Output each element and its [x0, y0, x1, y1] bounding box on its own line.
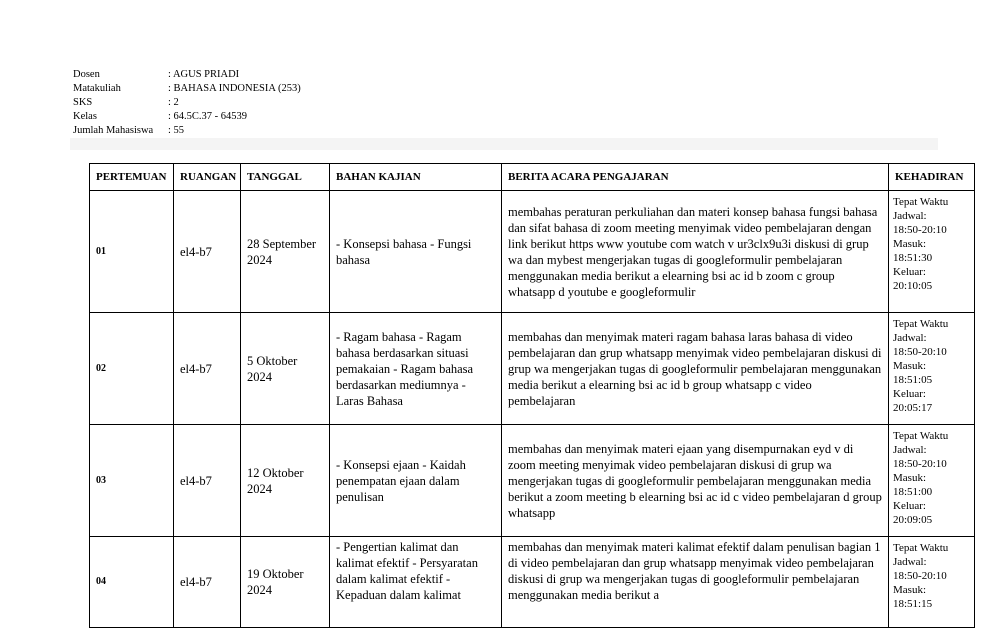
header-pertemuan: PERTEMUAN — [90, 164, 174, 191]
cell-tanggal: 28 September 2024 — [241, 191, 330, 313]
info-row-sks — [73, 96, 301, 110]
cell-ruangan: el4-b7 — [174, 313, 241, 425]
header-tanggal: TANGGAL — [241, 164, 330, 191]
info-row-dosen — [73, 68, 301, 82]
attendance-masuk-label: Masuk: — [893, 238, 926, 250]
cell-bahan-kajian: - Konsepsi bahasa - Fungsi bahasa — [330, 191, 502, 313]
attendance-jadwal-label: Jadwal: — [893, 556, 927, 568]
cell-kehadiran — [889, 313, 975, 425]
attendance-jadwal-label: Jadwal: — [893, 210, 927, 222]
course-info — [73, 68, 301, 138]
attendance-keluar: 20:09:05 — [893, 514, 933, 526]
attendance-keluar-label: Keluar: — [893, 500, 926, 512]
table-row — [90, 425, 975, 537]
matakuliah-label: Matakuliah — [73, 83, 121, 94]
attendance-status: Tepat Waktu — [893, 196, 949, 208]
attendance-jadwal: 18:50-20:10 — [893, 458, 947, 470]
header-ruangan: RUANGAN — [174, 164, 241, 191]
attendance-table — [89, 163, 975, 628]
info-row-mahasiswa — [73, 124, 301, 138]
table-row — [90, 537, 975, 628]
cell-bahan-kajian: - Pengertian kalimat dan kalimat efektif - Persyaratan dalam kalimat efektif - Kepaduan dalam kalimat — [330, 537, 502, 628]
sks-label: SKS — [73, 97, 93, 108]
attendance-jadwal: 18:50-20:10 — [893, 570, 947, 582]
attendance-masuk: 18:51:00 — [893, 486, 933, 498]
header-bahan-kajian: BAHAN KAJIAN — [330, 164, 502, 191]
cell-kehadiran — [889, 425, 975, 537]
dosen-value: : AGUS PRIADI — [168, 69, 240, 80]
attendance-jadwal-label: Jadwal: — [893, 332, 927, 344]
cell-pertemuan: 01 — [90, 191, 174, 313]
attendance-masuk-label: Masuk: — [893, 360, 926, 372]
table-row — [90, 313, 975, 425]
table-row — [90, 191, 975, 313]
attendance-keluar-label: Keluar: — [893, 266, 926, 278]
info-row-matakuliah — [73, 82, 301, 96]
cell-berita-acara: membahas dan menyimak materi ejaan yang disempurnakan eyd v di zoom meeting menyimak video pembelajaran diskusi di grup wa mengerjakan tugas di googleformulir pembelajaran menggunakan media berikut a zoom meeting b elearning bsi ac id c video pembelajaran d group whatsapp — [502, 425, 889, 537]
cell-bahan-kajian: - Konsepsi ejaan - Kaidah penempatan ejaan dalam penulisan — [330, 425, 502, 537]
cell-bahan-kajian: - Ragam bahasa - Ragam bahasa berdasarkan situasi pemakaian - Ragam bahasa berdasarkan mediumnya - Laras Bahasa — [330, 313, 502, 425]
attendance-status: Tepat Waktu — [893, 318, 949, 330]
cell-berita-acara: membahas dan menyimak materi ragam bahasa laras bahasa di video pembelajaran dan grup whatsapp menyimak video pembelajaran diskusi di grup wa mengerjakan tugas di googleformulir pembelajaran menggunakan media berikut a elearning bsi ac id b group whatsapp c video pembelajaran — [502, 313, 889, 425]
attendance-keluar: 20:10:05 — [893, 280, 933, 292]
dosen-label: Dosen — [73, 69, 100, 80]
attendance-keluar-label: Keluar: — [893, 388, 926, 400]
mahasiswa-value: : 55 — [168, 125, 185, 136]
attendance-keluar: 20:05:17 — [893, 402, 933, 414]
info-row-kelas — [73, 110, 301, 124]
attendance-masuk: 18:51:15 — [893, 598, 933, 610]
cell-tanggal: 12 Oktober 2024 — [241, 425, 330, 537]
attendance-status: Tepat Waktu — [893, 542, 949, 554]
sks-value: : 2 — [168, 97, 179, 108]
table-header-row — [90, 164, 975, 191]
cell-tanggal: 5 Oktober 2024 — [241, 313, 330, 425]
attendance-status: Tepat Waktu — [893, 430, 949, 442]
cell-berita-acara: membahas dan menyimak materi kalimat efektif dalam penulisan bagian 1 di video pembelajaran dan grup whatsapp menyimak video pembelajaran diskusi di grup wa mengerjakan tugas di googleformulir pembelajaran menggunakan media berikut a — [502, 537, 889, 628]
attendance-jadwal: 18:50-20:10 — [893, 224, 947, 236]
cell-pertemuan: 02 — [90, 313, 174, 425]
cell-kehadiran — [889, 537, 975, 628]
kelas-value: : 64.5C.37 - 64539 — [168, 111, 248, 122]
header-kehadiran: KEHADIRAN — [889, 164, 975, 191]
attendance-masuk-label: Masuk: — [893, 472, 926, 484]
cell-tanggal: 19 Oktober 2024 — [241, 537, 330, 628]
attendance-masuk: 18:51:05 — [893, 374, 933, 386]
attendance-masuk-label: Masuk: — [893, 584, 926, 596]
cell-ruangan: el4-b7 — [174, 191, 241, 313]
matakuliah-value: : BAHASA INDONESIA (253) — [168, 83, 301, 94]
attendance-jadwal-label: Jadwal: — [893, 444, 927, 456]
separator-band — [70, 138, 938, 150]
cell-berita-acara: membahas peraturan perkuliahan dan materi konsep bahasa fungsi bahasa dan sifat bahasa di zoom meeting menyimak video pembelajaran dengan link berikut https www youtube com watch v ur3clx9u3i diskusi di grup wa dan mybest mengerjakan tugas di googleformulir pembelajaran menggunakan media berikut a elearning bsi ac id b zoom c group whatsapp d youtube e googleformulir — [502, 191, 889, 313]
cell-kehadiran — [889, 191, 975, 313]
kelas-label: Kelas — [73, 111, 97, 122]
cell-pertemuan: 04 — [90, 537, 174, 628]
cell-ruangan: el4-b7 — [174, 537, 241, 628]
attendance-masuk: 18:51:30 — [893, 252, 933, 264]
cell-ruangan: el4-b7 — [174, 425, 241, 537]
mahasiswa-label: Jumlah Mahasiswa — [73, 125, 154, 136]
attendance-jadwal: 18:50-20:10 — [893, 346, 947, 358]
cell-pertemuan: 03 — [90, 425, 174, 537]
header-berita-acara: BERITA ACARA PENGAJARAN — [502, 164, 889, 191]
